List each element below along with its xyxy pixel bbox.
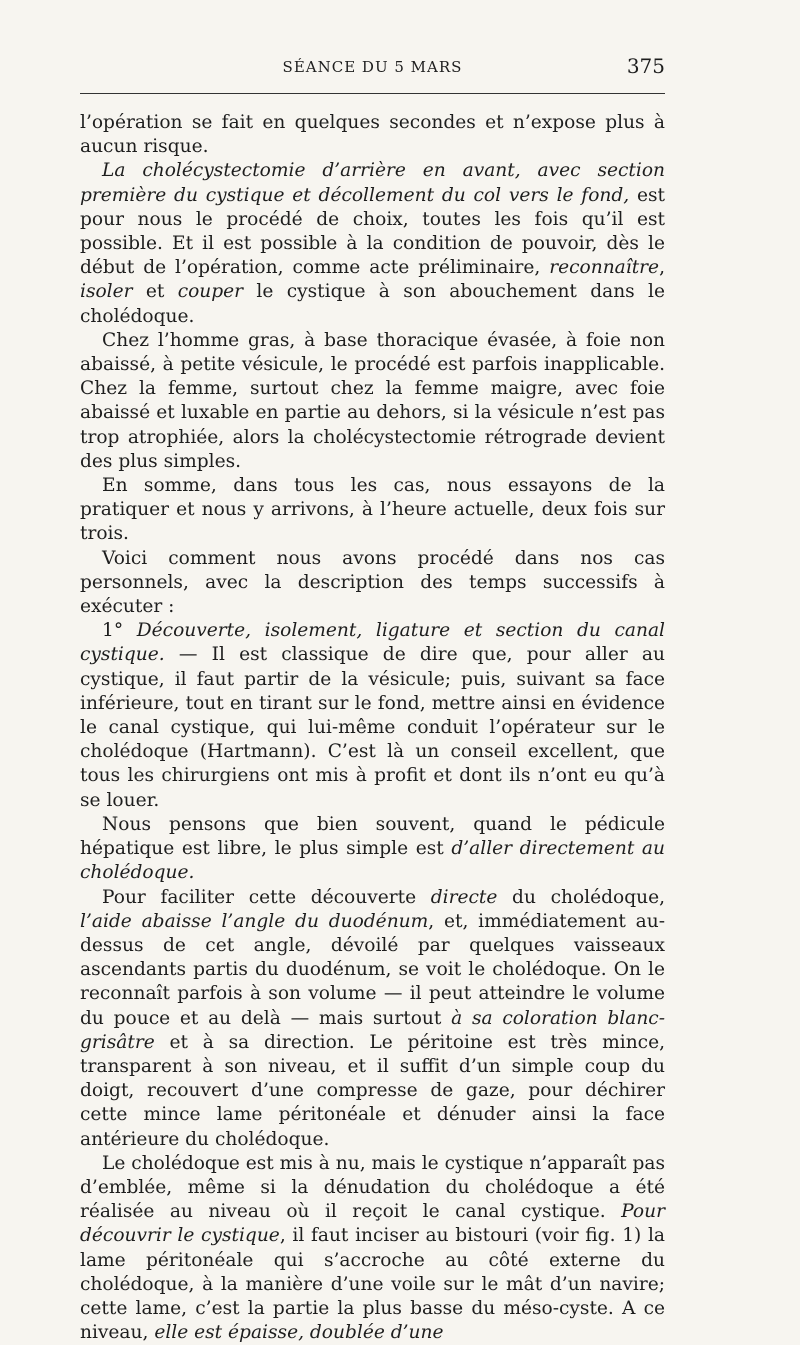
- text-run: , et, immédiatement au-dessus de cet angle, dévoilé par quelques vaisseaux ascendants partis du duodénum, se voit le cholédoque. On le reconnaît parfois à son volume — il peut atteindre le volume du pouce et au delà — mais surtout: [80, 910, 665, 1029]
- italic-text: Découverte, isolement, ligature et section du canal cystique.: [80, 620, 665, 666]
- italic-text: La cholécystectomie d’arrière en avant, avec section première du cystique et décollement du col vers le fond,: [80, 160, 665, 206]
- text-run: , il faut inciser au bistouri (voir fig. 1) la lame péritonéale qui s’accroche au côté externe du cholédoque, à la manière d’une voile sur le mât d’un navire; cette lame, c’est la partie la plus basse du méso-cyste. A ce niveau,: [80, 1225, 665, 1344]
- text-run: Le cholédoque est mis à nu, mais le cystique n’apparaît pas d’emblée, même si la dénudation du cholédoque a été réalisée au niveau où il reçoit le canal cystique.: [80, 1152, 665, 1223]
- text-run: est pour nous le procédé de choix, toutes les fois qu’il est possible. Et il est possible à la condition de pouvoir, dès le début de l’opération, comme acte préliminaire,: [80, 184, 665, 279]
- running-header: [80, 52, 665, 80]
- text-run: ,: [659, 257, 665, 279]
- text-run: et à sa direction. Le péritoine est très mince, transparent à son niveau, et il suffit d’un simple coup du doigt, recouvert d’une compresse de gaze, pour déchirer cette mince lame péritonéale et dénuder ainsi la face antérieure du cholédoque.: [80, 1031, 665, 1150]
- paragraph: [80, 474, 665, 547]
- italic-text: à sa coloration blanc-grisâtre: [80, 1007, 665, 1053]
- paragraph: [80, 329, 665, 474]
- italic-text: directe: [430, 886, 498, 908]
- italic-text: Pour découvrir le cystique: [80, 1201, 665, 1247]
- text-run: 1°: [102, 620, 137, 642]
- body-text: [80, 111, 665, 1345]
- paragraph: [80, 159, 665, 328]
- italic-text: isoler: [80, 281, 133, 303]
- italic-text: l’aide abaisse l’angle du duodénum: [80, 910, 429, 932]
- text-run: du cholédoque,: [497, 886, 665, 908]
- italic-text: d’aller directement au cholédoque.: [80, 838, 665, 884]
- italic-text: couper: [177, 281, 244, 303]
- paragraph: [80, 547, 665, 620]
- text-run: Pour faciliter cette découverte: [102, 886, 431, 908]
- italic-text: reconnaître: [549, 257, 660, 279]
- italic-text: elle est épaisse, doublée d’une: [154, 1322, 444, 1344]
- text-run: Nous pensons que bien souvent, quand le pédicule hépatique est libre, le plus simple est: [80, 813, 665, 860]
- text-run: — Il est classique de dire que, pour aller au cystique, il faut partir de la vésicule; puis, suivant sa face inférieure, tout en tirant sur le fond, mettre ainsi en évidence le canal cystique, qui lui-même conduit l’opérateur sur le cholédoque (Hartmann). C’est là un conseil excellent, que tous les chirurgiens ont mis à profit et dont ils n’ont eu qu’à se louer.: [80, 644, 665, 811]
- text-run: En somme, dans tous les cas, nous essayons de la pratiquer et nous y arrivons, à l’heure actuelle, deux fois sur trois.: [80, 475, 665, 545]
- paragraph: [80, 1152, 665, 1345]
- text-run: le cystique à son abouchement dans le cholédoque.: [80, 281, 666, 327]
- text-run: Chez l’homme gras, à base thoracique évasée, à foie non abaissé, à petite vésicule, le procédé est parfois inapplicable. Chez la femme, surtout chez la femme maigre, avec foie abaissé et luxable en partie au dehors, si la vésicule n’est pas trop atrophiée, alors la cholécystectomie rétrograde devient des plus simples.: [80, 329, 665, 472]
- text-run: Voici comment nous avons procédé dans nos cas personnels, avec la description des temps successifs à exécuter :: [80, 547, 665, 618]
- paragraph: [80, 813, 665, 886]
- header-rule: [80, 93, 665, 94]
- paragraph: [80, 619, 665, 813]
- text-run: l’opération se fait en quelques secondes et n’expose plus à aucun risque.: [80, 112, 665, 158]
- paragraph: [80, 111, 665, 159]
- text-run: et: [132, 281, 178, 303]
- paragraph: [80, 886, 665, 1152]
- running-title: SÉANCE DU 5 MARS: [282, 58, 463, 76]
- page-number: 375: [626, 54, 665, 78]
